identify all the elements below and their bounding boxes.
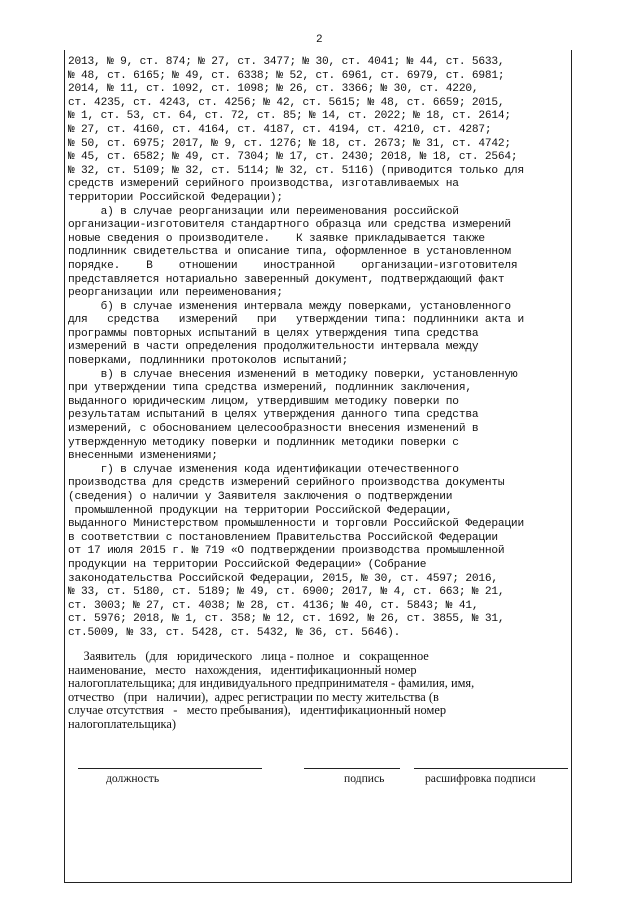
applicant-block <box>68 650 568 732</box>
text-line: № 48, ст. 6165; № 49, ст. 6338; № 52, ст. 6961, ст. 6979, ст. 6981; <box>68 69 505 82</box>
text-line: средств измерений серийного производства, изготавливаемых на <box>68 178 459 191</box>
text-line: ст. 4235, ст. 4243, ст. 4256; № 42, ст. 5615; № 48, ст. 6659; 2015, <box>68 96 505 109</box>
applicant-line: наименование, место нахождения, идентификационный номер <box>68 663 417 677</box>
text-line: порядке. В отношении иностранной организации-изготовителя <box>68 259 518 272</box>
body-text <box>68 56 568 641</box>
text-line: подлинник свидетельства и описание типа, оформленное в установленном <box>68 246 511 259</box>
position-line <box>78 768 262 769</box>
text-line: ст. 3003; № 27, ст. 4038; № 28, ст. 4136; № 40, ст. 5843; № 41, <box>68 599 479 612</box>
text-line: новые сведения о производителе. К заявке прикладывается также <box>68 232 485 245</box>
text-line: измерений в части определения продолжительности интервала между <box>68 341 479 354</box>
text-line: № 32, ст. 5109; № 32, ст. 5114; № 32, ст. 5116) (приводится только для <box>68 164 524 177</box>
text-line: в) в случае внесения изменений в методику поверки, установленную <box>68 368 518 381</box>
text-line: ст.5009, № 33, ст. 5428, ст. 5432, № 36, ст. 5646). <box>68 626 401 639</box>
text-line: утвержденную методику поверки и подлинник методики поверки с <box>68 436 459 449</box>
applicant-line: отчество (при наличии), адрес регистрации по месту жительства (в <box>68 690 439 704</box>
text-line: а) в случае реорганизации или переименования российской <box>68 205 459 218</box>
text-line: г) в случае изменения кода идентификации отечественного <box>68 463 459 476</box>
text-line: измерений, с обоснованием целесообразности внесения изменений в <box>68 423 479 436</box>
applicant-line: Заявитель (для юридического лица - полное и сокращенное <box>68 650 429 663</box>
text-line: организации-изготовителя стандартного образца или средства измерений <box>68 219 511 232</box>
text-line: поверками, подлинники протоколов испытаний; <box>68 355 349 368</box>
text-line: № 27, ст. 4160, ст. 4164, ст. 4187, ст. 4194, ст. 4210, ст. 4287; <box>68 123 492 136</box>
text-line: от 17 июля 2015 г. № 719 «О подтверждении производства промышленной <box>68 545 505 558</box>
text-line: (сведения) о наличии у Заявителя заключения о подтверждении <box>68 491 453 503</box>
text-line: 2014, № 11, ст. 1092, ст. 1098; № 26, ст. 3366; № 30, ст. 4220, <box>68 83 479 96</box>
decoding-line <box>414 768 568 769</box>
text-line: для средства измерений при утверждении типа: подлинники акта и <box>68 314 524 327</box>
text-line: реорганизации или переименования; <box>68 287 283 300</box>
text-line: производства для средств измерений серийного производства документы <box>68 477 505 490</box>
text-line: выданного юридическим лицом, утвердившим методику поверки по <box>68 395 459 408</box>
text-line: продукции на территории Российской Федерации» (Собрание <box>68 558 427 571</box>
signature-label: подпись <box>344 772 385 785</box>
position-label: должность <box>106 772 160 785</box>
text-line: ст. 5976; 2018, № 1, ст. 358; № 12, ст. 1692, № 26, ст. 3855, № 31, <box>68 613 505 626</box>
text-line: представляется нотариально заверенный документ, подтверждающий факт <box>68 273 505 286</box>
text-line: при утверждении типа средства измерений, подлинник заключения, <box>68 382 472 395</box>
signature-block <box>64 752 570 792</box>
applicant-line: налогоплательщика) <box>68 717 176 731</box>
applicant-line: налогоплательщика; для индивидуального предпринимателя - фамилия, имя, <box>68 677 475 691</box>
signature-line <box>304 768 400 769</box>
text-line: б) в случае изменения интервала между поверками, установленного <box>68 300 511 313</box>
text-line: № 1, ст. 53, ст. 64, ст. 72, ст. 85; № 14, ст. 2022; № 18, ст. 2614; <box>68 110 511 123</box>
decoding-label: расшифровка подписи <box>425 772 536 785</box>
applicant-line: случае отсутствия - место пребывания), идентификационный номер <box>68 704 447 718</box>
text-line: выданного Министерством промышленности и торговли Российской Федерации <box>68 518 524 531</box>
page-number: 2 <box>316 34 323 46</box>
text-line: № 45, ст. 6582; № 49, ст. 7304; № 17, ст. 2430; 2018, № 18, ст. 2564; <box>68 151 518 164</box>
text-line: № 33, ст. 5180, ст. 5189; № 49, ст. 6900; 2017, № 4, ст. 663; № 21, <box>68 586 505 599</box>
text-line: результатам испытаний в целях утверждения данного типа средства <box>68 409 479 422</box>
text-line: промышленной продукции на территории Российской Федерации, <box>68 504 453 517</box>
text-line: в соответствии с постановлением Правительства Российской Федерации <box>68 531 498 544</box>
text-line: № 50, ст. 6975; 2017, № 9, ст. 1276; № 18, ст. 2673; № 31, ст. 4742; <box>68 137 511 150</box>
text-line: территории Российской Федерации); <box>68 191 283 204</box>
text-line: 2013, № 9, ст. 874; № 27, ст. 3477; № 30, ст. 4041; № 44, ст. 5633, <box>68 56 505 68</box>
text-line: законодательства Российской Федерации, 2015, № 30, ст. 4597; 2016, <box>68 572 498 585</box>
text-line: внесенными изменениями; <box>68 450 218 463</box>
text-line: программы повторных испытаний в целях утверждения типа средства <box>68 327 479 340</box>
